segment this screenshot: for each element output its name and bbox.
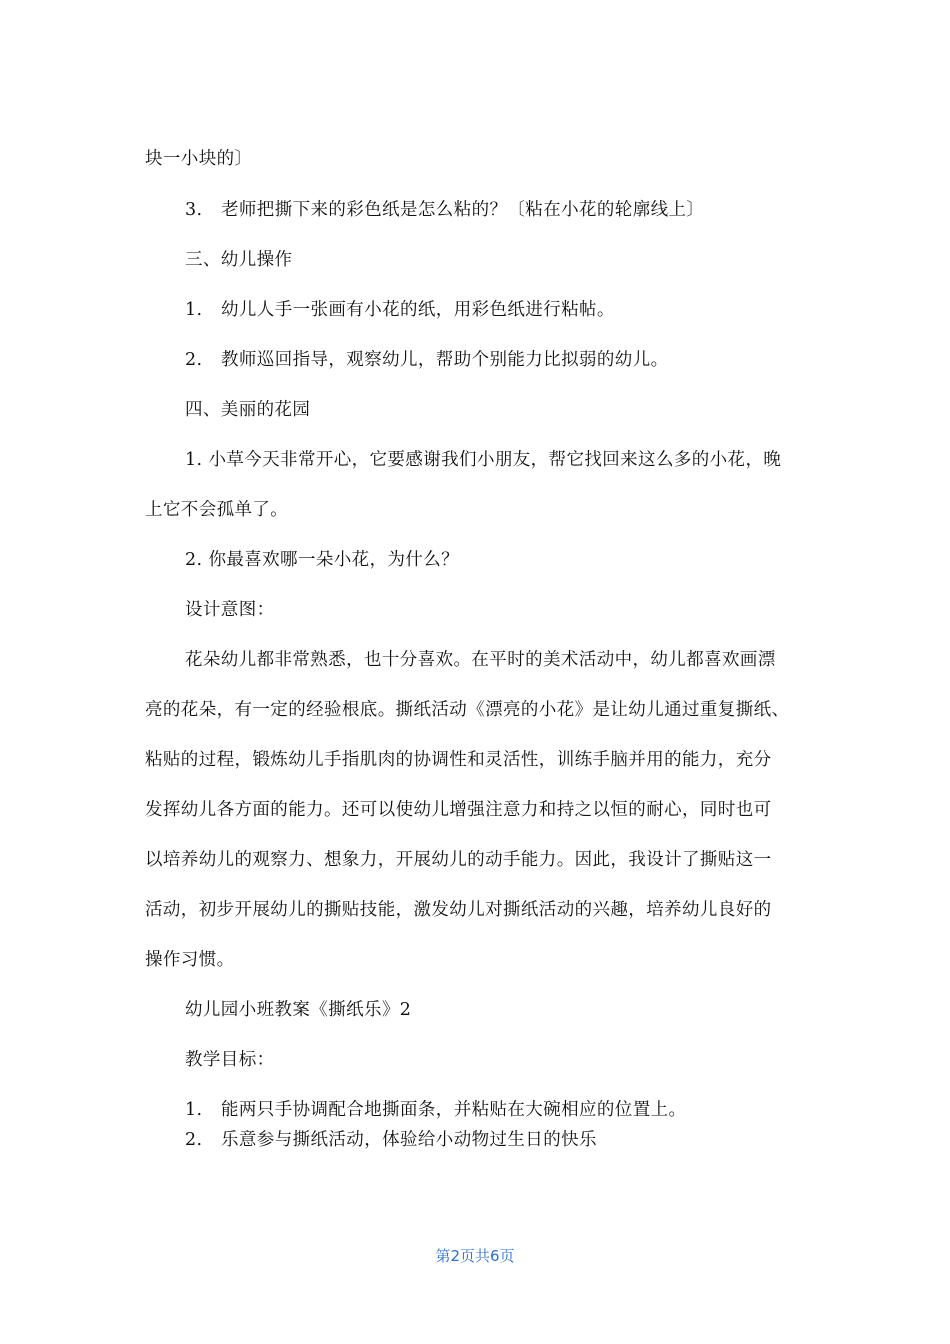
paragraph-line: 块一小块的〕 [145,149,253,169]
item-number: 2. [185,350,203,370]
paragraph-line: 活动，初步开展幼儿的撕贴技能，激发幼儿对撕纸活动的兴趣，培养幼儿良好的 [145,900,772,920]
item-text: 乐意参与撕纸活动，体验给小动物过生日的快乐 [221,1130,597,1150]
paragraph-line: 花朵幼儿都非常熟悉，也十分喜欢。在平时的美术活动中，幼儿都喜欢画漂 [185,650,776,670]
item-number: 1. [185,300,203,320]
numbered-item [185,298,615,322]
section-heading: 三、幼儿操作 [185,250,293,270]
item-number: 1. [185,1100,203,1120]
item-number: 3. [185,200,203,220]
numbered-item [185,1128,597,1152]
section-heading: 教学目标： [185,1050,275,1070]
item-text: 教师巡回指导，观察幼儿，帮助个别能力比拟弱的幼儿。 [221,350,669,370]
numbered-item [185,348,669,372]
section-heading: 设计意图： [185,600,275,620]
paragraph-line: 以培养幼儿的观察力、想象力，开展幼儿的动手能力。因此，我设计了撕贴这一 [145,850,772,870]
item-text: 老师把撕下来的彩色纸是怎么粘的？〔粘在小花的轮廓线上〕 [221,200,705,220]
paragraph-line: 亮的花朵，有一定的经验根底。撕纸活动《漂亮的小花》是让幼儿通过重复撕纸、 [145,700,790,720]
paragraph-line: 1. 小草今天非常开心，它要感谢我们小朋友，帮它找回来这么多的小花，晚 [185,450,782,470]
paragraph-line: 上它不会孤单了。 [145,500,289,520]
item-number: 2. [185,1130,203,1150]
numbered-item [185,1098,686,1122]
document-title: 幼儿园小班教案《撕纸乐》2 [185,1000,412,1020]
numbered-item [185,198,704,222]
item-text: 幼儿人手一张画有小花的纸，用彩色纸进行粘帖。 [221,300,615,320]
section-heading: 四、美丽的花园 [185,400,311,420]
page-footer: 第2页共6页 [435,1247,515,1265]
paragraph-line: 2. 你最喜欢哪一朵小花，为什么？ [185,550,460,570]
paragraph-line: 粘贴的过程，锻炼幼儿手指肌肉的协调性和灵活性，训练手脑并用的能力，充分 [145,750,772,770]
item-text: 能两只手协调配合地撕面条，并粘贴在大碗相应的位置上。 [221,1100,687,1120]
paragraph-line: 操作习惯。 [145,950,235,970]
paragraph-line: 发挥幼儿各方面的能力。还可以使幼儿增强注意力和持之以恒的耐心，同时也可 [145,800,772,820]
